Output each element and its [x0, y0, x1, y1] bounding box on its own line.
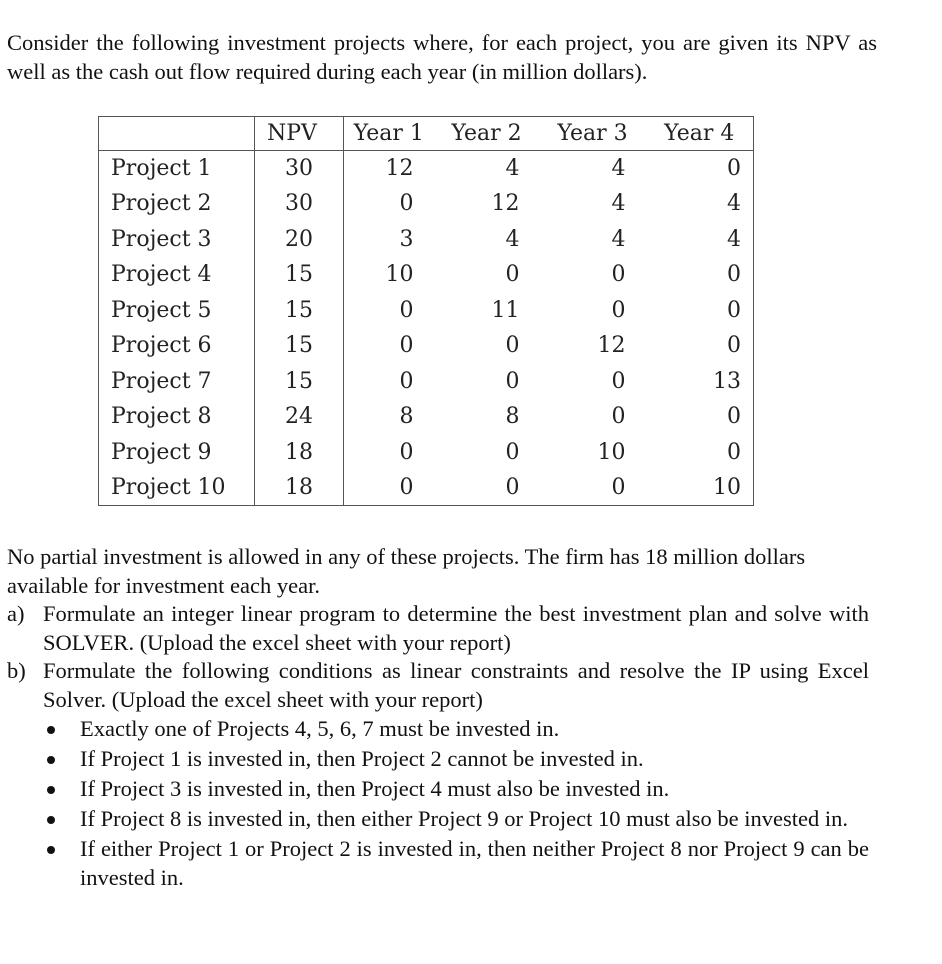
part-b-label: b)	[7, 658, 26, 683]
year-4-cashflow: 4	[727, 226, 741, 252]
project-name: Project 3	[99, 222, 255, 258]
year-3-cashflow: 0	[611, 475, 626, 500]
project-name: Project 10	[99, 470, 255, 506]
project-npv: 15	[255, 257, 344, 293]
year-2-cashflow: 8	[505, 404, 520, 430]
project-npv: 24	[255, 399, 344, 435]
project-name: Project 5	[99, 293, 255, 329]
year-1-cashflow: 0	[399, 191, 414, 217]
year-3-cashflow: 0	[611, 297, 626, 323]
year-4-cashflow: 0	[727, 297, 741, 323]
part-a-label: a)	[7, 601, 25, 626]
year-2-cashflow: 0	[505, 368, 520, 394]
year-1-cashflow: 0	[399, 297, 414, 323]
year-4-cashflow: 0	[727, 439, 741, 465]
year-3-cashflow: 4	[611, 156, 626, 181]
year-2-cashflow: 0	[505, 333, 520, 359]
year-3-cashflow: 4	[611, 226, 626, 252]
project-npv: 30	[255, 151, 344, 187]
table-body	[99, 151, 754, 506]
header-year-2: Year 2	[451, 121, 522, 146]
project-name: Project 2	[99, 186, 255, 222]
year-3-cashflow: 0	[611, 262, 626, 288]
list-item: If Project 1 is invested in, then Project 2 cannot be invested in.	[7, 744, 869, 773]
year-3-cashflow: 4	[611, 191, 626, 217]
year-4-cashflow: 4	[727, 191, 741, 217]
table-row	[99, 435, 754, 471]
table-row	[99, 328, 754, 364]
table-row	[99, 293, 754, 329]
year-1-cashflow: 10	[385, 262, 414, 288]
year-4-cashflow: 0	[727, 404, 741, 430]
table-row	[99, 470, 754, 506]
list-item: Exactly one of Projects 4, 5, 6, 7 must be invested in.	[7, 714, 869, 743]
year-1-cashflow: 0	[399, 333, 414, 359]
year-3-cashflow: 0	[611, 404, 626, 430]
header-blank	[99, 117, 255, 151]
table-row	[99, 151, 754, 187]
list-item: If either Project 1 or Project 2 is invested in, then neither Project 8 nor Project 9 can be invested in.	[7, 834, 869, 892]
project-name: Project 8	[99, 399, 255, 435]
year-1-cashflow: 3	[399, 226, 414, 252]
year-3-cashflow: 12	[597, 333, 626, 359]
year-2-cashflow: 0	[505, 439, 520, 465]
year-4-cashflow: 13	[713, 368, 741, 394]
year-2-cashflow: 11	[491, 297, 520, 323]
year-4-cashflow: 10	[713, 475, 741, 500]
project-name: Project 1	[99, 151, 255, 187]
project-npv: 20	[255, 222, 344, 258]
year-1-cashflow: 0	[399, 475, 414, 500]
year-4-cashflow: 0	[727, 262, 741, 288]
project-npv: 15	[255, 293, 344, 329]
year-2-cashflow: 0	[505, 262, 520, 288]
projects-table	[98, 116, 754, 506]
project-name: Project 6	[99, 328, 255, 364]
year-4-cashflow: 0	[727, 156, 741, 181]
conditions-list	[7, 714, 869, 892]
constraint-paragraph: No partial investment is allowed in any of these projects. The firm has 18 million dollars available for investment each year.	[7, 544, 806, 598]
table-row	[99, 222, 754, 258]
part-b	[7, 657, 869, 714]
list-item: If Project 3 is invested in, then Project 4 must also be invested in.	[7, 774, 869, 803]
table-row	[99, 399, 754, 435]
year-2-cashflow: 0	[505, 475, 520, 500]
project-npv: 15	[255, 364, 344, 400]
project-npv: 15	[255, 328, 344, 364]
year-2-cashflow: 12	[491, 191, 520, 217]
projects-table-container	[98, 116, 754, 506]
project-name: Project 4	[99, 257, 255, 293]
year-1-cashflow: 8	[399, 404, 414, 430]
header-year-4: Year 4	[664, 121, 735, 146]
year-1-cashflow: 0	[399, 368, 414, 394]
year-4-cashflow: 0	[727, 333, 741, 359]
project-name: Project 9	[99, 435, 255, 471]
year-2-cashflow: 4	[505, 226, 520, 252]
part-a	[7, 600, 869, 657]
table-row	[99, 186, 754, 222]
year-2-cashflow: 4	[505, 156, 520, 181]
question-body	[7, 543, 869, 893]
project-npv: 30	[255, 186, 344, 222]
intro-paragraph: Consider the following investment projects where, for each project, you are given its NPV as well as the cash out flow required during each year (in million dollars).	[7, 30, 877, 84]
project-name: Project 7	[99, 364, 255, 400]
part-b-text: Formulate the following conditions as linear constraints and resolve the IP using Excel Solver. (Upload the excel sheet with your report)	[43, 658, 869, 712]
table-row	[99, 257, 754, 293]
year-3-cashflow: 10	[597, 439, 626, 465]
header-year-3: Year 3	[557, 121, 628, 146]
header-npv: NPV	[255, 117, 344, 151]
table-header-row	[99, 117, 754, 151]
year-3-cashflow: 0	[611, 368, 626, 394]
header-year-1: Year 1	[353, 121, 424, 146]
project-npv: 18	[255, 435, 344, 471]
list-item: If Project 8 is invested in, then either Project 9 or Project 10 must also be invested in.	[7, 804, 869, 833]
project-npv: 18	[255, 470, 344, 506]
table-row	[99, 364, 754, 400]
part-a-text: Formulate an integer linear program to determine the best investment plan and solve with SOLVER. (Upload the excel sheet with your report)	[43, 601, 869, 655]
year-1-cashflow: 12	[385, 156, 414, 181]
year-1-cashflow: 0	[399, 439, 414, 465]
